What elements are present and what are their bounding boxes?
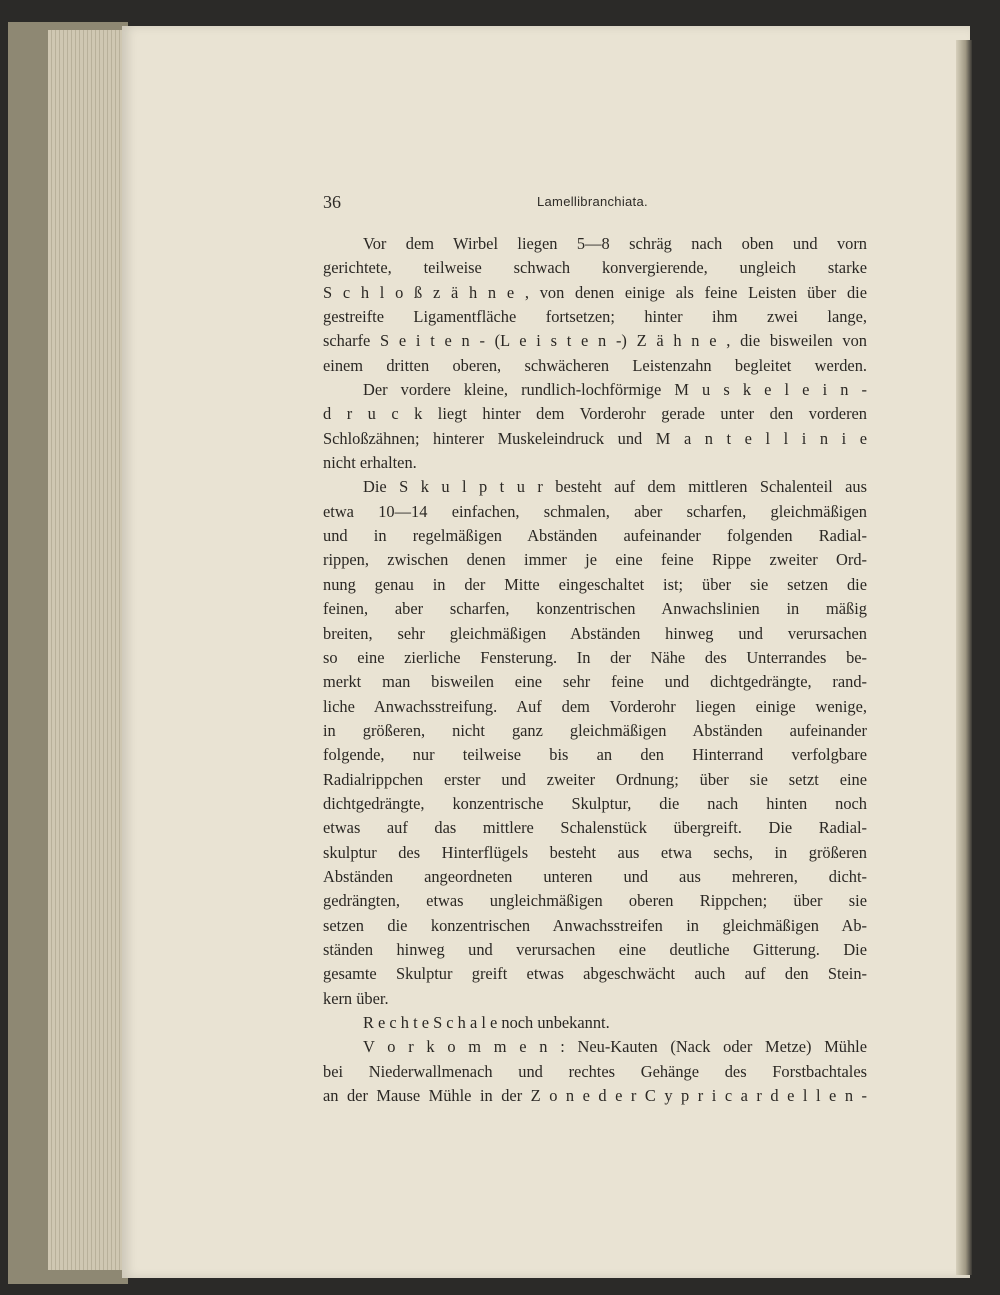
text-line: ständen hinweg und verursachen eine deutliche Gitterung. Die <box>323 939 867 959</box>
text-line: merkt man bisweilen eine sehr feine und dichtgedrängte, rand- <box>323 672 867 692</box>
text-line: scharfe S e i t e n - (L e i s t e n -) Z ä h n e , die bisweilen von <box>323 331 867 351</box>
text-line: setzen die konzentrischen Anwachsstreifen in gleichmäßigen Ab- <box>323 915 867 935</box>
text-line: gedrängten, etwas ungleichmäßigen oberen Rippchen; über sie <box>323 891 867 911</box>
text-line: rippen, zwischen denen immer je eine feine Rippe zweiter Ord- <box>323 550 867 570</box>
text-line: gesamte Skulptur greift etwas abgeschwächt auch auf den Stein- <box>323 964 867 984</box>
text-line: nung genau in der Mitte eingeschaltet ist; über sie setzen die <box>323 574 867 594</box>
body-text <box>323 232 867 1108</box>
text-line: liche Anwachsstreifung. Auf dem Vorderohr liegen einige wenige, <box>323 696 867 716</box>
text-line: kern über. <box>323 988 389 1008</box>
text-line: d r u c k liegt hinter dem Vorderohr gerade unter den vorderen <box>323 404 867 424</box>
page-header <box>323 192 867 216</box>
text-line: Vor dem Wirbel liegen 5—8 schräg nach oben und vorn <box>363 234 867 253</box>
text-line: einem dritten oberen, schwächeren Leistenzahn begleitet werden. <box>323 355 867 375</box>
text-line: in größeren, nicht ganz gleichmäßigen Abständen aufeinander <box>323 720 867 740</box>
text-line: folgende, nur teilweise bis an den Hinterrand verfolgbare <box>323 745 867 765</box>
text-line: dichtgedrängte, konzentrische Skulptur, die nach hinten noch <box>323 793 867 813</box>
text-line: breiten, sehr gleichmäßigen Abständen hinweg und verursachen <box>323 623 867 643</box>
text-line: Der vordere kleine, rundlich-lochförmige M u s k e l e i n - <box>363 380 867 400</box>
text-line: skulptur des Hinterflügels besteht aus etwa sechs, in größeren <box>323 842 867 862</box>
text-line: so eine zierliche Fensterung. In der Nähe des Unterrandes be- <box>323 647 867 667</box>
text-line: Schloßzähnen; hinterer Muskeleindruck und M a n t e l l i n i e <box>323 428 867 448</box>
text-line: an der Mause Mühle in der Z o n e d e r C y p r i c a r d e l l e n - <box>323 1086 867 1106</box>
text-line: gerichtete, teilweise schwach konvergierende, ungleich starke <box>323 258 867 278</box>
book-spine <box>956 40 972 1275</box>
text-line: S c h l o ß z ä h n e , von denen einige als feine Leisten über die <box>323 282 867 302</box>
text-line: etwas auf das mittlere Schalenstück übergreift. Die Radial- <box>323 818 867 838</box>
text-line: Radialrippchen erster und zweiter Ordnung; über sie setzt eine <box>323 769 867 789</box>
text-line: bei Niederwallmenach und rechtes Gehänge des Forstbachtales <box>323 1061 867 1081</box>
text-line: feinen, aber scharfen, konzentrischen Anwachslinien in mäßig <box>323 599 867 619</box>
text-line: V o r k o m m e n : Neu-Kauten (Nack oder Metze) Mühle <box>363 1037 867 1057</box>
text-line: etwa 10—14 einfachen, schmalen, aber scharfen, gleichmäßigen <box>323 501 867 521</box>
text-line: gestreifte Ligamentfläche fortsetzen; hinter ihm zwei lange, <box>323 307 867 327</box>
text-line: Die S k u l p t u r besteht auf dem mittleren Schalenteil aus <box>363 477 867 497</box>
running-title: Lamellibranchiata. <box>537 194 648 209</box>
page-number: 36 <box>323 192 341 212</box>
text-line: und in regelmäßigen Abständen aufeinander folgenden Radial- <box>323 526 867 546</box>
text-line: nicht erhalten. <box>323 453 417 473</box>
page-edges <box>48 30 128 1270</box>
text-line: R e c h t e S c h a l e noch unbekannt. <box>363 1013 610 1032</box>
text-line: Abständen angeordneten unteren und aus mehreren, dicht- <box>323 866 867 886</box>
